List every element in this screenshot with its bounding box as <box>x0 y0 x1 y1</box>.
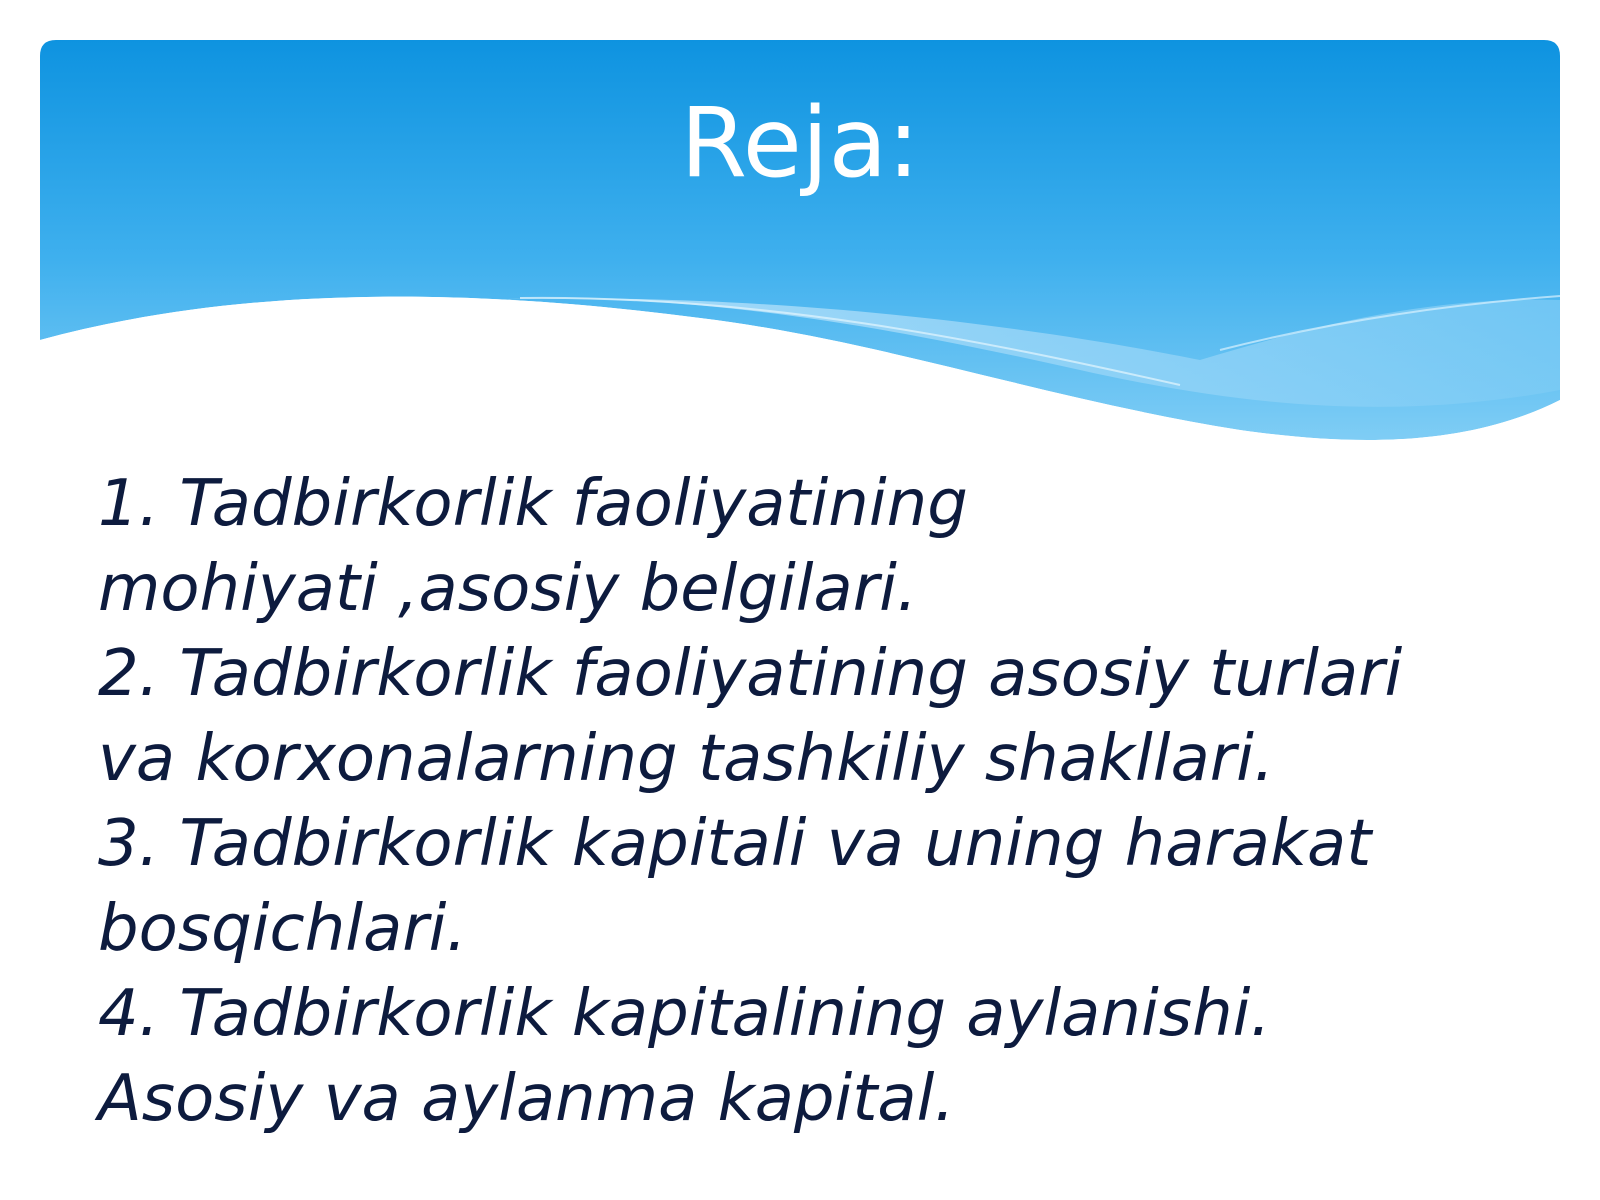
slide-title: Reja: <box>680 87 920 199</box>
header-wave-background <box>0 0 1600 460</box>
plan-list <box>98 462 1538 1142</box>
plan-item-text: 2. Tadbirkorlik faoliyatining asosiy turlari va korxonalarning tashkiliy shakllari. <box>98 637 1403 796</box>
plan-item-text: 3. Tadbirkorlik kapitali va uning harakat bosqichlari. <box>98 807 1372 966</box>
plan-item <box>98 802 1538 972</box>
plan-item <box>98 462 1538 632</box>
plan-item-text: 1. Tadbirkorlik faoliyatining mohiyati ,asosiy belgilari. <box>98 467 968 626</box>
plan-item-text: 4. Tadbirkorlik kapitalining aylanishi. Asosiy va aylanma kapital. <box>98 977 1271 1136</box>
plan-item <box>98 972 1538 1142</box>
plan-item <box>98 632 1538 802</box>
